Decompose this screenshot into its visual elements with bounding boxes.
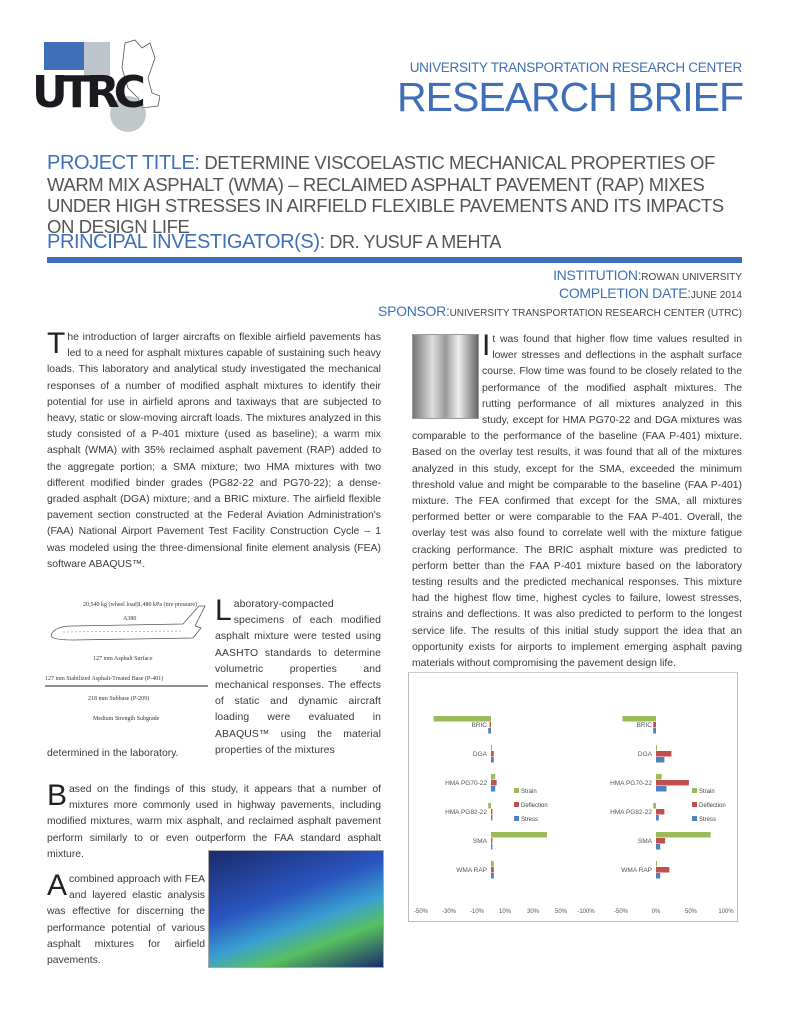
x-tick-label: -50%	[613, 909, 629, 915]
intro-paragraph	[47, 327, 381, 573]
category-label: HMA PG70-22	[445, 780, 487, 787]
logo-text: UTRC	[32, 67, 140, 118]
paragraph-text: combined approach with FEA and layered elastic analysis was effective for discerning the performance potential of various asphalt mixtures for airfield pavements.	[47, 874, 205, 967]
institution-label: INSTITUTION:	[553, 267, 642, 283]
x-tick-label: -30%	[441, 909, 457, 915]
bar-stress	[491, 757, 494, 763]
x-tick-label: -10%	[469, 909, 485, 915]
bar-deflection	[656, 751, 671, 757]
x-tick-label: 10%	[498, 909, 512, 915]
results-paragraph	[412, 329, 742, 672]
bar-strain	[491, 745, 492, 751]
lab-paragraph-end: determined in the laboratory.	[47, 748, 179, 759]
bar-strain	[653, 803, 656, 809]
bar-strain	[656, 832, 711, 838]
bar-strain	[491, 832, 547, 838]
bar-stress	[656, 815, 659, 821]
drop-cap: T	[47, 327, 66, 360]
bar-strain	[434, 716, 491, 722]
bar-strain	[491, 861, 494, 867]
drop-cap: I	[482, 329, 491, 362]
bar-strain	[491, 774, 495, 780]
legend-swatch	[692, 816, 697, 821]
approach-paragraph	[47, 869, 205, 969]
date-label: COMPLETION DATE:	[559, 285, 691, 301]
bar-deflection	[491, 838, 492, 844]
pi-label: PRINCIPAL INVESTIGATOR(S):	[47, 231, 325, 253]
bar-stress	[653, 728, 656, 734]
project-title-text: DETERMINE VISCOELASTIC MECHANICAL PROPERTIES OF WARM MIX ASPHALT (WMA) – RECLAIMED ASPHALT PAVEMENT (RAP) MIXES UNDER HIGH STRESSES IN AIRFIELD FLEXIBLE PAVEMENTS AND ITS IMPACTS ON DESIGN LIFE	[47, 152, 724, 237]
category-label: HMA PG70-22	[610, 780, 652, 787]
layer-surface: 127 mm Asphalt Surface	[93, 656, 153, 662]
tire-pressure-label: 1,480 kPa (tire pressure)	[138, 602, 197, 608]
divider	[47, 257, 742, 263]
x-tick-label: 50%	[554, 909, 568, 915]
bar-deflection	[490, 722, 491, 728]
legend-label: Deflection	[521, 803, 548, 809]
aircraft-label: A380	[123, 616, 137, 622]
drop-cap: L	[215, 594, 232, 627]
institution	[553, 267, 742, 283]
bar-deflection	[491, 780, 497, 786]
paragraph-text: he introduction of larger aircrafts on flexible airfield pavements has led to a need for asphalt mixtures capable of sustaining such heavy loads. This laboratory and analytical study investigated the mechanical responses of a number of modified asphalt mixtures to identify their potential for use in airfield aprons and taxiways that are subjected to heavy, static or slow-moving aircraft loads. The mixtures analyzed in this study consisted of a P-401 mixture (used as baseline); a warm mix asphalt (WMA) with 35% reclaimed asphalt pavement (RAP) added to the aggregate portion; a SMA mixture; two HMA mixtures with two different modified binder grades (PG82-22 and PG70-22); a dense-graded asphalt (DGA) mixture; and a BRIC mixture. The airfield flexible pavement section constructed at the Federal Aviation Administration's (FAA) National Airport Pavement Test Facility Construction Cycle – 1 was modeled using the three-dimensional finite element analysis (FEA) software ABAQUS™.	[47, 332, 381, 570]
drop-cap: B	[47, 779, 68, 812]
bar-stress	[491, 786, 495, 792]
date-value: JUNE 2014	[690, 290, 742, 301]
legend-swatch	[692, 802, 697, 807]
bar-deflection	[491, 809, 492, 815]
utrc-logo	[30, 38, 160, 133]
layer-subbase: 218 mm Subbase (P-209)	[88, 696, 150, 702]
bar-strain	[656, 745, 657, 751]
category-label: DGA	[472, 751, 487, 758]
x-tick-label: 50%	[684, 909, 698, 915]
bar-deflection	[491, 867, 494, 873]
legend-swatch	[514, 816, 519, 821]
principal-investigator	[47, 231, 501, 254]
category-label: HMA PG82-22	[610, 809, 652, 816]
bar-stress	[656, 844, 660, 850]
x-tick-label: -100%	[577, 909, 595, 915]
paragraph-text: aboratory-compacted specimens of each modified asphalt mixture were tested using AASHTO standards to determine volumetric properties and mechanical responses. The effects of static and dynamic aircraft loading were evaluated in ABAQUS™ using the material properties of the mixtures	[215, 599, 381, 756]
x-tick-label: 30%	[526, 909, 540, 915]
pavement-section-figure	[43, 598, 211, 733]
bar-strain	[488, 803, 491, 809]
category-label: BRIC	[636, 722, 652, 729]
bar-deflection	[656, 867, 669, 873]
bar-stress	[656, 873, 660, 879]
category-label: BRIC	[471, 722, 487, 729]
category-label: HMA PG82-22	[445, 809, 487, 816]
category-label: SMA	[472, 838, 487, 845]
bar-stress	[656, 757, 664, 763]
bar-stress	[491, 815, 492, 821]
x-tick-label: 0%	[651, 909, 661, 915]
org-name: UNIVERSITY TRANSPORTATION RESEARCH CENTER	[409, 60, 742, 75]
sponsor-value: UNIVERSITY TRANSPORTATION RESEARCH CENTER (UTRC)	[449, 308, 742, 319]
layer-subgrade: Medium Strength Subgrade	[93, 716, 160, 722]
layer-base: 127 mm Stabilized Asphalt-Treated Base (P-401)	[45, 676, 164, 682]
legend-swatch	[692, 788, 697, 793]
legend-label: Stress	[521, 817, 539, 823]
bar-strain	[622, 716, 656, 722]
bar-strain	[656, 774, 662, 780]
bar-deflection	[656, 780, 689, 786]
fea-model-image	[208, 850, 384, 968]
legend-label: Strain	[521, 789, 537, 795]
sponsor-label: SPONSOR:	[378, 303, 450, 319]
completion-date	[559, 285, 742, 301]
pi-name: DR. YUSUF A MEHTA	[329, 232, 501, 252]
bar-deflection	[491, 751, 494, 757]
drop-cap: A	[47, 869, 68, 902]
charts-frame	[408, 672, 738, 922]
category-label: DGA	[637, 751, 652, 758]
bar-deflection	[656, 809, 664, 815]
sponsor	[378, 303, 742, 319]
legend-swatch	[514, 802, 519, 807]
category-label: WMA RAP	[456, 867, 487, 874]
bar-deflection	[656, 838, 665, 844]
project-title-label: PROJECT TITLE:	[47, 152, 200, 174]
category-label: WMA RAP	[621, 867, 652, 874]
right-response-chart	[574, 673, 738, 921]
bar-deflection	[653, 722, 656, 728]
paragraph-text: ased on the findings of this study, it appears that a number of mixtures more commonly used in highway pavements, including modified mixtures, warm mix asphalt, and reclaimed asphalt pavement perform similarly to or even outperform the FAA standard asphalt mixture.	[47, 784, 381, 860]
institution-value: ROWAN UNIVERSITY	[641, 272, 742, 283]
paragraph-text: t was found that higher flow time values resulted in lower stresses and deflections in the asphalt surface course. Flow time was found to be closely related to the performance of the modified asphalt mixtures. The rutting performance of all mixtures analyzed in this study, except for HMA PG70-22 and DGA mixtures was comparable to the performance of the baseline (FAA P-401) mixture. Based on the overlay test results, it was found that all of the mixtures analyzed in this study, except for the SMA, exceeded the minimum threshold value and might be comparable to the baseline (FAA P-401) mixture. The FEA confirmed that except for the SMA, all mixtures performed better or were comparable to the FAA P-401. Overall, the overlay test was also found to correlate well with the mixture fatigue cracking performance. The BRIC asphalt mixture was predicted to perform better than the FAA P-401 mixture based on the laboratory testing results and the predicted mechanical responses. This mixture had the highest flow time, highest cycles to failure, lowest stresses, strains and deflections. It was also predicted to perform to the longest service life. The results of this initial study support the idea that an opportunity exists for airports to implement emerging asphalt paving materials without compromising the pavement design life.	[412, 334, 742, 670]
x-tick-label: -50%	[413, 909, 429, 915]
doc-type: RESEARCH BRIEF	[397, 74, 743, 120]
bar-stress	[656, 786, 667, 792]
project-title	[47, 152, 747, 237]
left-response-chart	[409, 673, 572, 921]
x-tick-label: 100%	[718, 909, 734, 915]
bar-stress	[491, 873, 494, 879]
bar-strain	[656, 861, 657, 867]
legend-label: Deflection	[699, 803, 726, 809]
legend-label: Strain	[699, 789, 715, 795]
lab-paragraph	[215, 594, 381, 759]
photo-spacer	[412, 332, 482, 420]
bar-stress	[488, 728, 491, 734]
bar-stress	[491, 844, 492, 850]
category-label: SMA	[637, 838, 652, 845]
legend-label: Stress	[699, 817, 717, 823]
legend-swatch	[514, 788, 519, 793]
wheel-load-label: 20,540 kg (wheel load)	[83, 602, 139, 608]
